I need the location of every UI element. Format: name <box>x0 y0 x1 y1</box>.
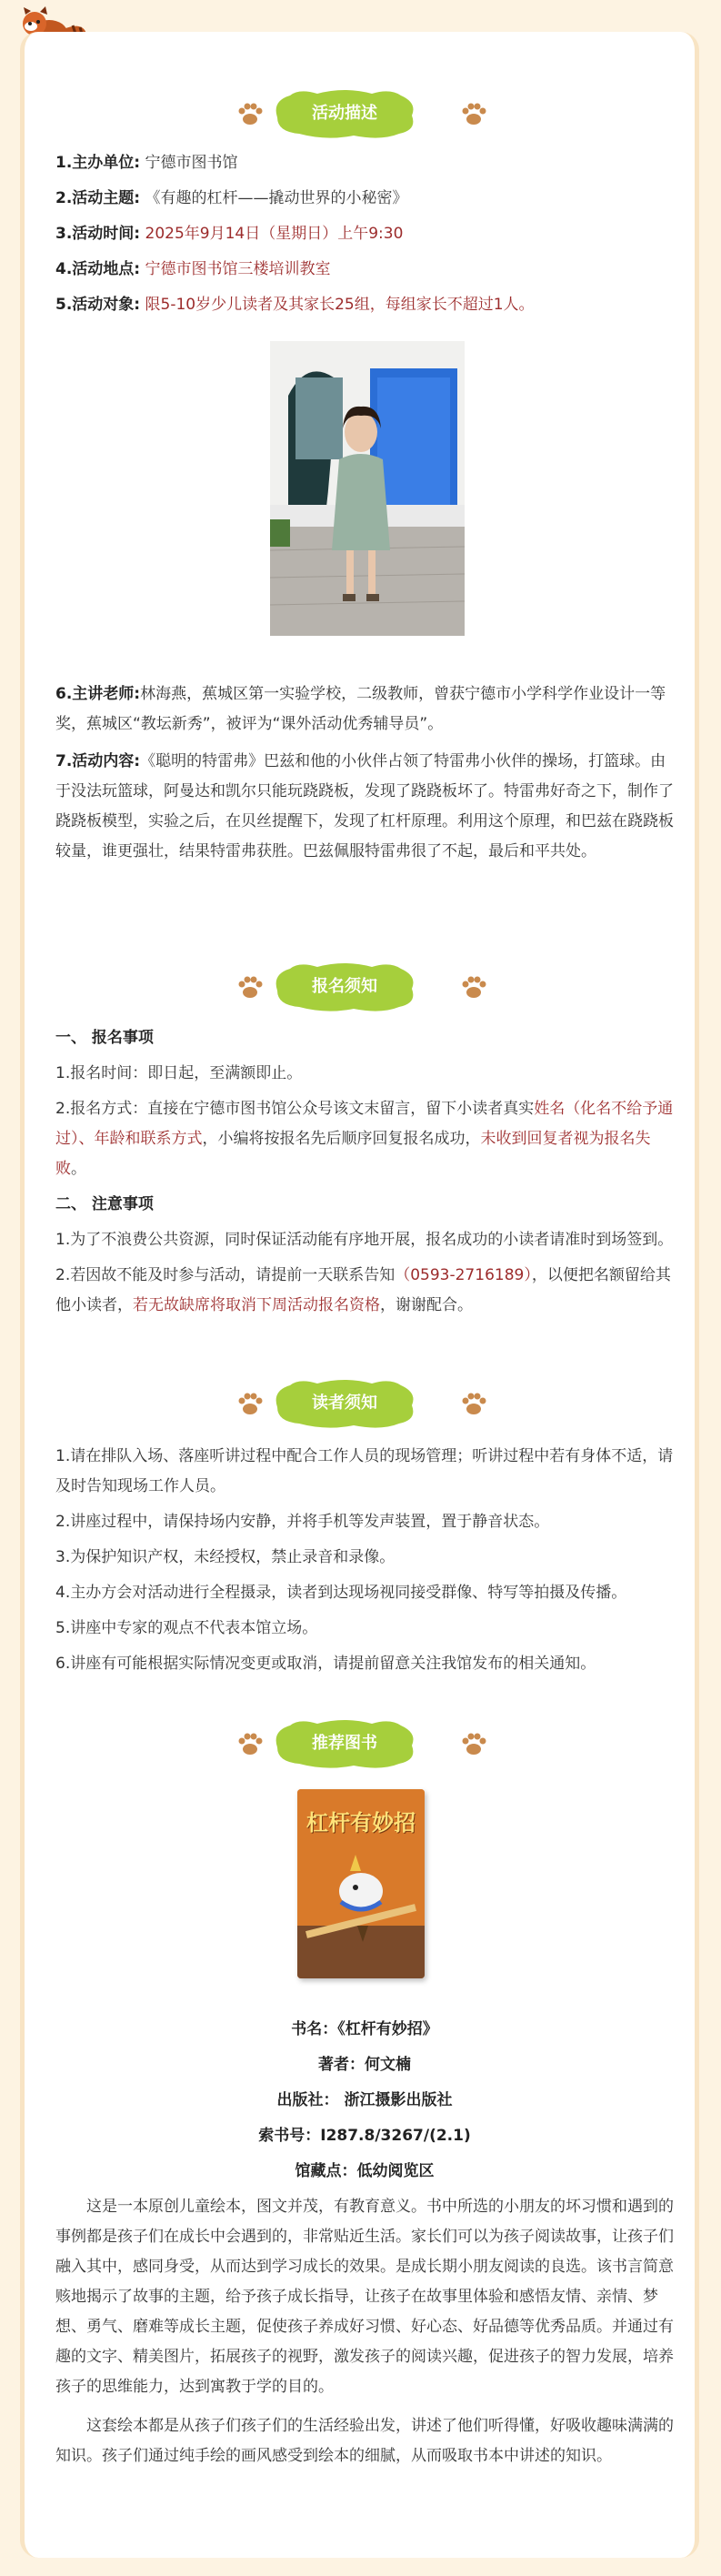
signup-method-warning: 未收到回复者视为报名失败 <box>55 1130 651 1178</box>
time-value: 2025年9月14日（星期日）上午9:30 <box>145 225 404 243</box>
time-label: 3.活动时间: <box>55 225 141 243</box>
reader-item-6: 6.讲座有可能根据实际情况变更或取消，请提前留意关注我馆发布的相关通知。 <box>55 1655 596 1673</box>
teacher-photo <box>270 341 465 636</box>
content-value: 《聪明的特雷弗》巴兹和他的小伙伴占领了特雷弗小伙伴的操场，打篮球。由于没法玩篮球，阿曼达和凯尔只能玩跷跷板，发现了跷跷板坏了。特雷弗好奇之下，制作了跷跷板模型，实验之后，在贝丝提醒下，发现了杠杆原理。利用这个原理，和巴兹在跷跷板较量，谁更强壮，结果特雷弗获胜。巴兹佩服特雷弗很了不起，最后和平共处。 <box>55 752 674 860</box>
section-title: 报名须知 <box>312 977 377 996</box>
paw-left-icon <box>235 99 265 128</box>
place-value: 宁德市图书馆三楼培训教室 <box>145 260 331 278</box>
book-location: 馆藏点：低幼阅览区 <box>295 2162 435 2180</box>
paw-left-icon <box>235 1389 265 1418</box>
reader-notice <box>55 1442 674 1679</box>
organizer-value: 宁德市图书馆 <box>145 154 238 172</box>
signup-method-end: 。 <box>71 1160 86 1178</box>
section-header-reader <box>25 1367 704 1436</box>
book-intro-1: 这是一本原创儿童绘本，图文并茂，有教育意义。书中所选的小朋友的坏习惯和遇到的事例都是孩子们在成长中会遇到的，非常贴近生活。家长们可以为孩子阅读故事，让孩子们融入其中，感同身受，从而达到学习成长的效果。是成长期小朋友阅读的良选。该书言简意赅地揭示了故事的主题，给予孩子成长指导，让孩子在故事里体验和感悟友情、亲情、梦想、勇气、磨难等成长主题，促使孩子养成好习惯、好心态、好品德等优秀品质。并通过有趣的文字、精美图片，拓展孩子的视野，激发孩子的阅读兴趣，促进孩子的智力发展，培养孩子的思维能力，达到寓教于学的目的。 <box>55 2198 674 2396</box>
signup-time: 1.报名时间：即日起，至满额即止。 <box>55 1064 303 1082</box>
note2-text: 2.若因故不能及时参与活动，请提前一天联系告知 <box>55 1266 396 1284</box>
place-label: 4.活动地点: <box>55 260 141 278</box>
reader-item-4: 4.主办方会对活动进行全程摄录，读者到达现场视同接受群像、特写等拍摄及传播。 <box>55 1584 627 1602</box>
section-header-desc <box>25 77 704 146</box>
book-cover-title: 杠杆有妙招 <box>306 1809 416 1836</box>
target-label: 5.活动对象: <box>55 296 141 314</box>
book-publisher: 出版社： 浙江摄影出版社 <box>276 2091 453 2109</box>
content-label: 7.活动内容: <box>55 752 141 770</box>
theme-label: 2.活动主题: <box>55 189 141 207</box>
theme-value: 《有趣的杠杆——撬动世界的小秘密》 <box>145 189 408 207</box>
reader-item-3: 3.为保护知识产权，未经授权，禁止录音和录像。 <box>55 1548 396 1566</box>
teacher-label: 6.主讲老师: <box>55 685 141 703</box>
book-info <box>55 2015 674 2471</box>
signup-method-required: 姓名（化名不给予通过）、年龄和联系方式 <box>55 1100 674 1148</box>
signup-note-2 <box>55 1261 674 1321</box>
reader-item-2: 2.讲座过程中，请保持场内安静，并将手机等发声装置，置于静音状态。 <box>55 1513 550 1531</box>
note2-text-2: ，以便把名额留给其他小读者， <box>55 1266 671 1314</box>
section-title: 读者须知 <box>312 1394 377 1413</box>
paw-left-icon <box>235 1729 265 1758</box>
activity-info <box>55 148 674 320</box>
signup-info <box>55 1023 674 1321</box>
teacher-value: 林海燕，蕉城区第一实验学校，二级教师，曾获宁德市小学科学作业设计一等奖，蕉城区“教坛新秀”，被评为“课外活动优秀辅导员”。 <box>55 685 666 733</box>
book-cover <box>297 1789 425 1978</box>
signup-heading-2: 二、 注意事项 <box>55 1195 154 1213</box>
book-callno: 索书号：I287.8/3267/(2.1) <box>258 2127 471 2145</box>
paw-right-icon <box>459 1389 488 1418</box>
section-header-signup <box>25 951 704 1020</box>
signup-method-text: 2.报名方式：直接在宁德市图书馆公众号该文末留言，留下小读者真实 <box>55 1100 535 1118</box>
note2-phone: （0593-2716189） <box>395 1266 532 1284</box>
target-value: 限5-10岁少儿读者及其家长25组，每组家长不超过1人。 <box>145 296 535 314</box>
paw-right-icon <box>459 99 488 128</box>
section-title: 活动描述 <box>312 104 377 123</box>
activity-detail <box>55 679 674 867</box>
book-title: 书名：《杠杆有妙招》 <box>291 2020 438 2038</box>
signup-method <box>55 1094 674 1184</box>
signup-method-text-2: ，小编将按报名先后顺序回复报名成功， <box>202 1130 481 1148</box>
book-author: 著者：何文楠 <box>318 2056 411 2074</box>
content-card <box>20 32 699 2558</box>
reader-item-1: 1.请在排队入场、落座听讲过程中配合工作人员的现场管理；听讲过程中若有身体不适，请及时告知现场工作人员。 <box>55 1447 674 1495</box>
note2-end: ，谢谢配合。 <box>380 1296 473 1314</box>
section-header-book <box>25 1707 704 1776</box>
section-title: 推荐图书 <box>312 1734 377 1753</box>
paw-right-icon <box>459 972 488 1001</box>
organizer-label: 1.主办单位: <box>55 154 141 172</box>
book-intro-2: 这套绘本都是从孩子们孩子们的生活经验出发，讲述了他们听得懂，好吸收趣味满满的知识。孩子们通过纯手绘的画风感受到绘本的细腻，从而吸取书本中讲述的知识。 <box>55 2417 674 2465</box>
note2-warning: 若无故缺席将取消下周活动报名资格 <box>133 1296 380 1314</box>
paw-left-icon <box>235 972 265 1001</box>
signup-heading-1: 一、 报名事项 <box>55 1029 154 1047</box>
reader-item-5: 5.讲座中专家的观点不代表本馆立场。 <box>55 1619 318 1637</box>
paw-right-icon <box>459 1729 488 1758</box>
signup-note-1: 1.为了不浪费公共资源，同时保证活动能有序地开展，报名成功的小读者请准时到场签到。 <box>55 1231 674 1249</box>
